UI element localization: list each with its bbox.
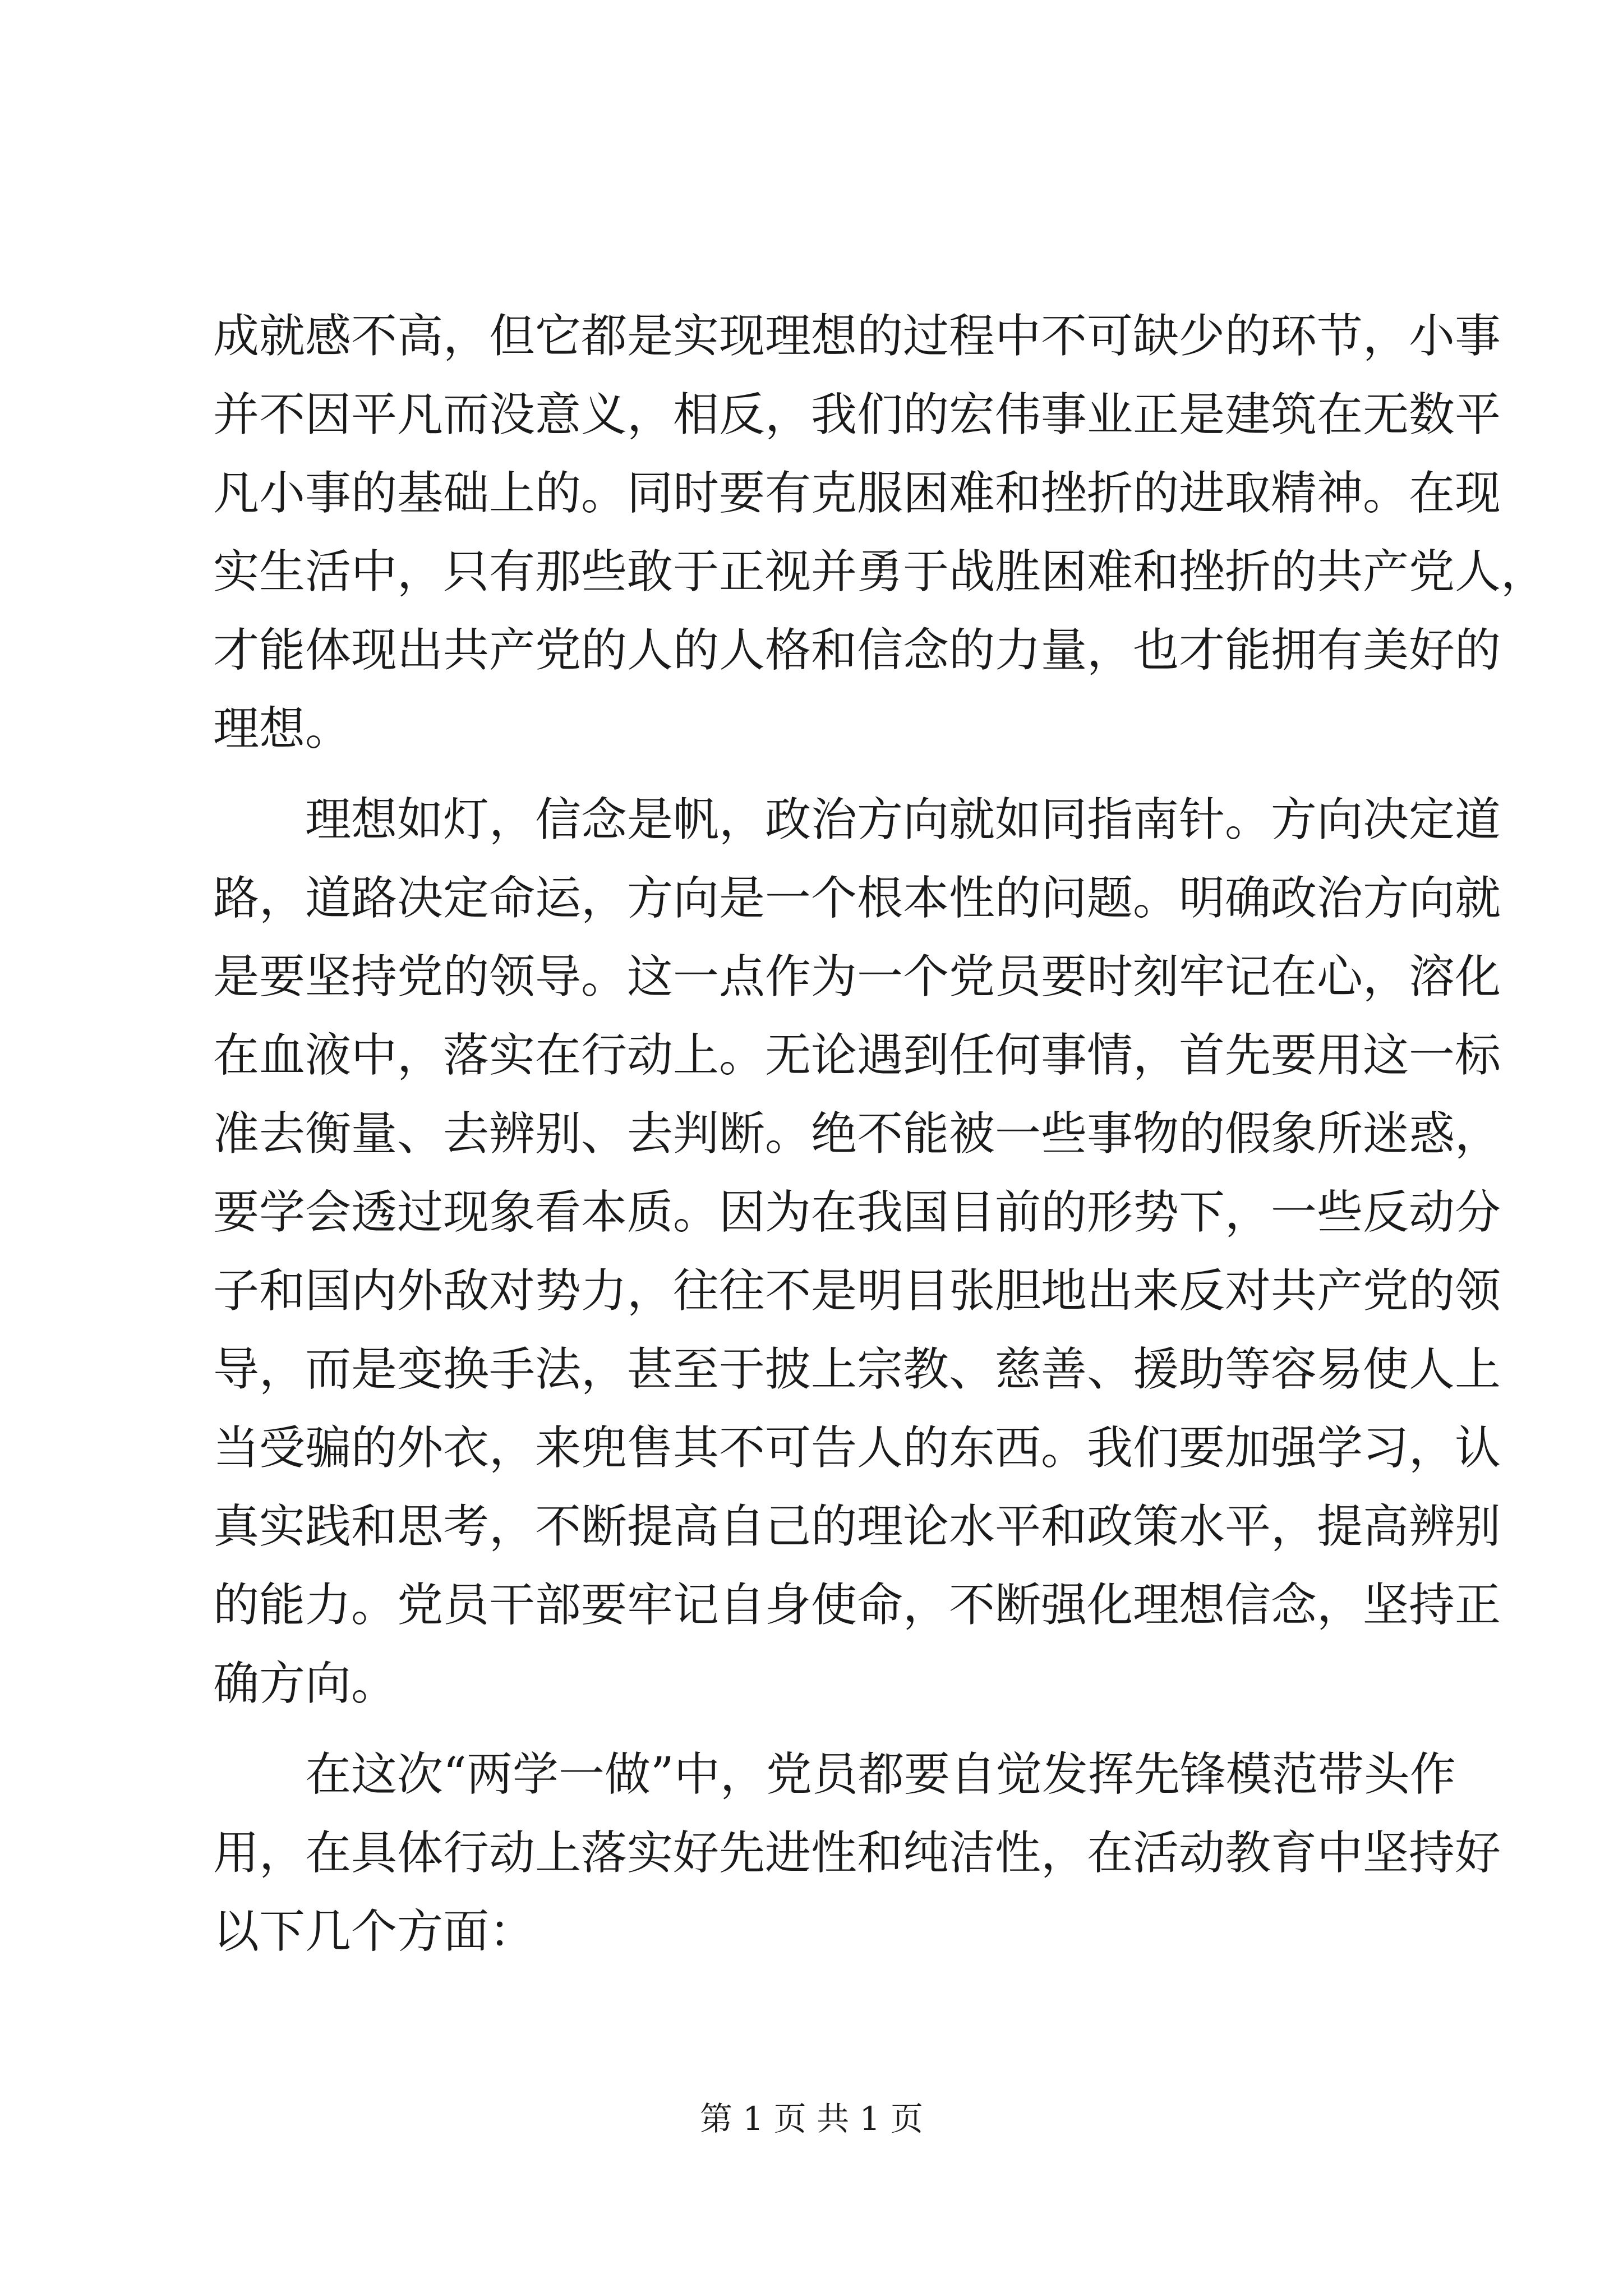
document-body (213, 297, 1547, 1971)
text-line: 用，在具体行动上落实好先进性和纯洁性，在活动教育中坚持好 (213, 1826, 1501, 1880)
text-line: 成就感不高，但它都是实现理想的过程中不可缺少的环节，小事 (213, 310, 1501, 363)
paragraph-gap (213, 769, 1413, 781)
text-line: 理想如灯，信念是帆，政治方向就如同指南针。方向决定道 (213, 793, 1501, 846)
text-line: 准去衡量、去辨别、去判断。绝不能被一些事物的假象所迷惑， (213, 1107, 1501, 1161)
text-line: 理想。 (213, 702, 352, 756)
text-line: 导，而是变换手法，甚至于披上宗教、慈善、援助等容易使人上 (213, 1343, 1501, 1396)
text-line: 是要坚持党的领导。这一点作为一个党员要时刻牢记在心，溶化 (213, 950, 1501, 1004)
text-line: 真实践和思考，不断提高自己的理论水平和政策水平，提高辨别 (213, 1500, 1501, 1553)
paragraph-gap (213, 1723, 1413, 1736)
text-line: 子和国内外敌对势力，往往不是明目张胆地出来反对共产党的领 (213, 1264, 1501, 1318)
text-line: 路，道路决定命运，方向是一个根本性的问题。明确政治方向就 (213, 872, 1501, 925)
text-line: 的能力。党员干部要牢记自身使命，不断强化理想信念，坚持正 (213, 1579, 1501, 1632)
page-footer: 第 1 页 共 1 页 (700, 2100, 923, 2138)
text-line: 实生活中，只有那些敢于正视并勇于战胜困难和挫折的共产党人， (213, 545, 1547, 599)
text-line: 才能体现出共产党的人的人格和信念的力量，也才能拥有美好的 (213, 624, 1501, 677)
text-line: 在血液中，落实在行动上。无论遇到任何事情，首先要用这一标 (213, 1029, 1501, 1082)
text-line: 要学会透过现象看本质。因为在我国目前的形势下，一些反动分 (213, 1186, 1501, 1239)
text-line: 凡小事的基础上的。同时要有克服困难和挫折的进取精神。在现 (213, 467, 1501, 520)
text-line: 确方向。 (213, 1657, 398, 1710)
text-line: 当受骗的外衣，来兜售其不可告人的东西。我们要加强学习，认 (213, 1421, 1501, 1475)
text-line: 在这次“两学一做”中，党员都要自觉发挥先锋模范带头作 (213, 1748, 1456, 1801)
text-line: 以下几个方面： (213, 1905, 536, 1958)
text-line: 并不因平凡而没意义，相反，我们的宏伟事业正是建筑在无数平 (213, 388, 1501, 441)
